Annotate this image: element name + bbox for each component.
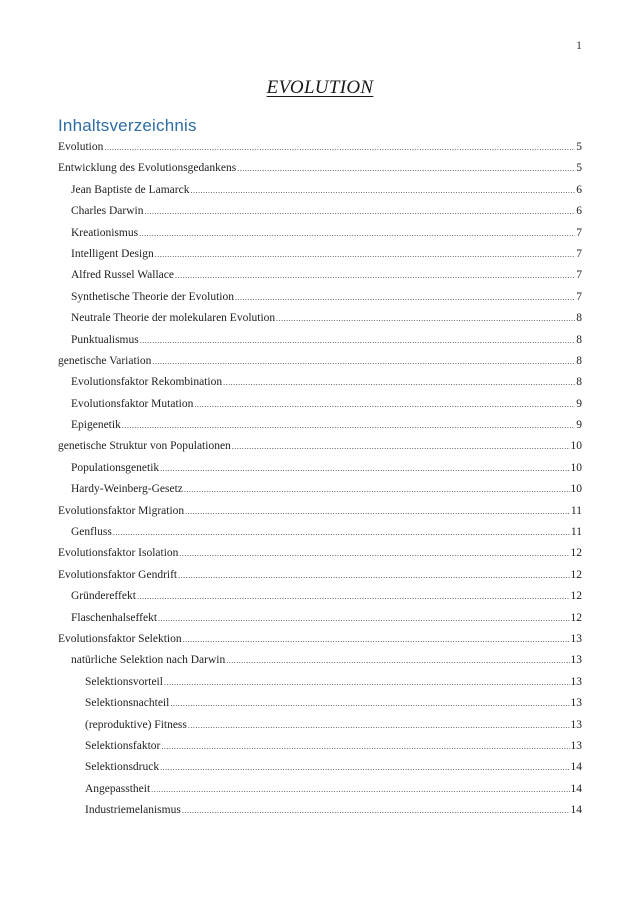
toc-entry-title: Selektionsfaktor [85, 739, 161, 752]
toc-entry-page: 12 [570, 547, 582, 560]
toc-entry[interactable] [58, 158, 582, 179]
toc-entry-title: Selektionsdruck [85, 761, 160, 774]
toc-entry-page: 12 [570, 611, 582, 624]
toc-entry[interactable] [58, 800, 582, 821]
toc-entry-title: Industriemelanismus [85, 804, 181, 817]
toc-entry-page: 9 [576, 397, 582, 410]
toc-dot-leader [137, 586, 570, 607]
toc-dot-leader [113, 522, 570, 543]
toc-dot-leader [145, 201, 576, 222]
toc-entry-page: 7 [576, 247, 582, 260]
toc-entry-page: 14 [570, 782, 582, 795]
toc-entry[interactable] [58, 629, 582, 650]
toc-entry-title: Evolutionsfaktor Gendrift [58, 568, 178, 581]
toc-entry-page: 8 [576, 333, 582, 346]
toc-entry[interactable] [58, 308, 582, 329]
toc-entry[interactable] [58, 693, 582, 714]
toc-entry-page: 7 [576, 226, 582, 239]
toc-entry-title: Selektionsvorteil [85, 675, 163, 688]
toc-entry-page: 7 [576, 269, 582, 282]
toc-entry[interactable] [58, 287, 582, 308]
toc-entry-title: Populationsgenetik [71, 461, 160, 474]
toc-entry-title: Genfluss [71, 526, 112, 539]
toc-entry[interactable] [58, 180, 582, 201]
toc-dot-leader [179, 543, 569, 564]
toc-entry[interactable] [58, 265, 582, 286]
toc-dot-leader [104, 137, 575, 158]
toc-entry-page: 11 [570, 504, 582, 517]
toc-entry-title: Punktualismus [71, 333, 139, 346]
toc-entry-page: 13 [570, 697, 582, 710]
toc-entry[interactable] [58, 372, 582, 393]
page-number: 1 [576, 38, 582, 52]
toc-entry[interactable] [58, 436, 582, 457]
toc-dot-leader [226, 650, 569, 671]
toc-entry[interactable] [58, 586, 582, 607]
toc-dot-leader [183, 629, 570, 650]
toc-dot-leader [223, 372, 575, 393]
toc-dot-leader [190, 180, 575, 201]
toc-entry-page: 10 [570, 440, 582, 453]
toc-entry[interactable] [58, 715, 582, 736]
toc-entry-title: Jean Baptiste de Lamarck [71, 183, 190, 196]
toc-dot-leader [170, 693, 569, 714]
toc-dot-leader [160, 458, 569, 479]
toc-dot-leader [164, 672, 570, 693]
toc-heading: Inhaltsverzeichnis [58, 116, 197, 135]
toc-dot-leader [232, 436, 570, 457]
toc-entry-page: 7 [576, 290, 582, 303]
toc-entry-page: 13 [570, 675, 582, 688]
toc-entry-title: Neutrale Theorie der molekularen Evolution [71, 312, 276, 325]
toc-entry-page: 8 [576, 376, 582, 389]
toc-dot-leader [175, 265, 575, 286]
toc-entry-title: Angepasstheit [85, 782, 151, 795]
toc-entry[interactable] [58, 672, 582, 693]
toc-entry[interactable] [58, 330, 582, 351]
toc-entry[interactable] [58, 608, 582, 629]
toc-entry[interactable] [58, 543, 582, 564]
toc-dot-leader [276, 308, 575, 329]
toc-entry[interactable] [58, 458, 582, 479]
toc-entry-page: 12 [570, 590, 582, 603]
toc-entry[interactable] [58, 650, 582, 671]
toc-entry[interactable] [58, 201, 582, 222]
toc-dot-leader [151, 779, 569, 800]
toc-entry-title: Selektionsnachteil [85, 697, 170, 710]
toc-entry[interactable] [58, 351, 582, 372]
toc-entry-page: 10 [570, 483, 582, 496]
toc-dot-leader [139, 223, 575, 244]
toc-entry-title: Evolution [58, 141, 104, 153]
toc-dot-leader [235, 287, 575, 308]
toc-entry-page: 14 [570, 761, 582, 774]
toc-dot-leader [237, 158, 575, 179]
toc-dot-leader [140, 330, 576, 351]
toc-entry-title: Epigenetik [71, 419, 121, 432]
toc-entry-page: 8 [576, 354, 582, 367]
toc-entry-title: genetische Variation [58, 354, 152, 367]
toc-entry-page: 6 [576, 183, 582, 196]
toc-dot-leader [155, 244, 576, 265]
toc-dot-leader [152, 351, 575, 372]
toc-entry[interactable] [58, 415, 582, 436]
toc-dot-leader [161, 736, 569, 757]
toc-entry[interactable] [58, 501, 582, 522]
toc-entry-title: (reproduktive) Fitness [85, 718, 187, 731]
toc-entry-title: Gründereffekt [71, 590, 136, 603]
toc-entry-page: 8 [576, 312, 582, 325]
toc-dot-leader [160, 757, 569, 778]
toc-dot-leader [194, 394, 575, 415]
toc-entry-title: Flaschenhalseffekt [71, 611, 158, 624]
toc-entry-page: 13 [570, 739, 582, 752]
toc-dot-leader [182, 800, 570, 821]
toc-entry-title: Synthetische Theorie der Evolution [71, 290, 234, 303]
toc-entry-title: Evolutionsfaktor Isolation [58, 547, 179, 560]
toc-entry-title: Hardy-Weinberg-Gesetz [71, 483, 183, 496]
toc-entry-page: 11 [570, 526, 582, 539]
toc-entry-title: Entwicklung des Evolutionsgedankens [58, 162, 237, 175]
toc-entry-page: 6 [576, 205, 582, 218]
toc-dot-leader [122, 415, 575, 436]
toc-entry[interactable] [58, 244, 582, 265]
toc-entry-page: 10 [570, 461, 582, 474]
toc-entry-title: genetische Struktur von Populationen [58, 440, 231, 453]
toc-dot-leader [185, 501, 570, 522]
toc-entry-title: Charles Darwin [71, 205, 144, 218]
toc-entry-page: 13 [570, 718, 582, 731]
toc-entry-page: 9 [576, 419, 582, 432]
toc-entry[interactable] [58, 736, 582, 757]
toc-entry[interactable] [58, 137, 582, 158]
toc-entry[interactable] [58, 565, 582, 586]
toc-entry-title: Alfred Russel Wallace [71, 269, 174, 282]
toc-entry-page: 5 [576, 141, 582, 153]
toc-entry-title: Evolutionsfaktor Mutation [71, 397, 194, 410]
toc-entry[interactable] [58, 223, 582, 244]
toc-entry-page: 12 [570, 568, 582, 581]
toc-entry[interactable] [58, 522, 582, 543]
table-of-contents [58, 137, 582, 822]
toc-dot-leader [188, 715, 570, 736]
toc-entry-page: 14 [570, 804, 582, 817]
document-title: EVOLUTION [266, 77, 374, 98]
toc-entry-page: 13 [570, 654, 582, 667]
toc-entry-title: natürliche Selektion nach Darwin [71, 654, 226, 667]
toc-entry-title: Intelligent Design [71, 247, 154, 260]
toc-entry-title: Evolutionsfaktor Migration [58, 504, 185, 517]
toc-entry-title: Evolutionsfaktor Rekombination [71, 376, 223, 389]
toc-entry-page: 5 [576, 162, 582, 175]
toc-entry[interactable] [58, 394, 582, 415]
toc-entry[interactable] [58, 779, 582, 800]
toc-dot-leader [178, 565, 569, 586]
toc-dot-leader [158, 608, 569, 629]
toc-entry[interactable] [58, 479, 582, 500]
toc-entry-page: 13 [570, 632, 582, 645]
toc-entry-title: Kreationismus [71, 226, 139, 239]
toc-dot-leader [184, 479, 570, 500]
toc-entry-title: Evolutionsfaktor Selektion [58, 632, 182, 645]
toc-entry[interactable] [58, 757, 582, 778]
